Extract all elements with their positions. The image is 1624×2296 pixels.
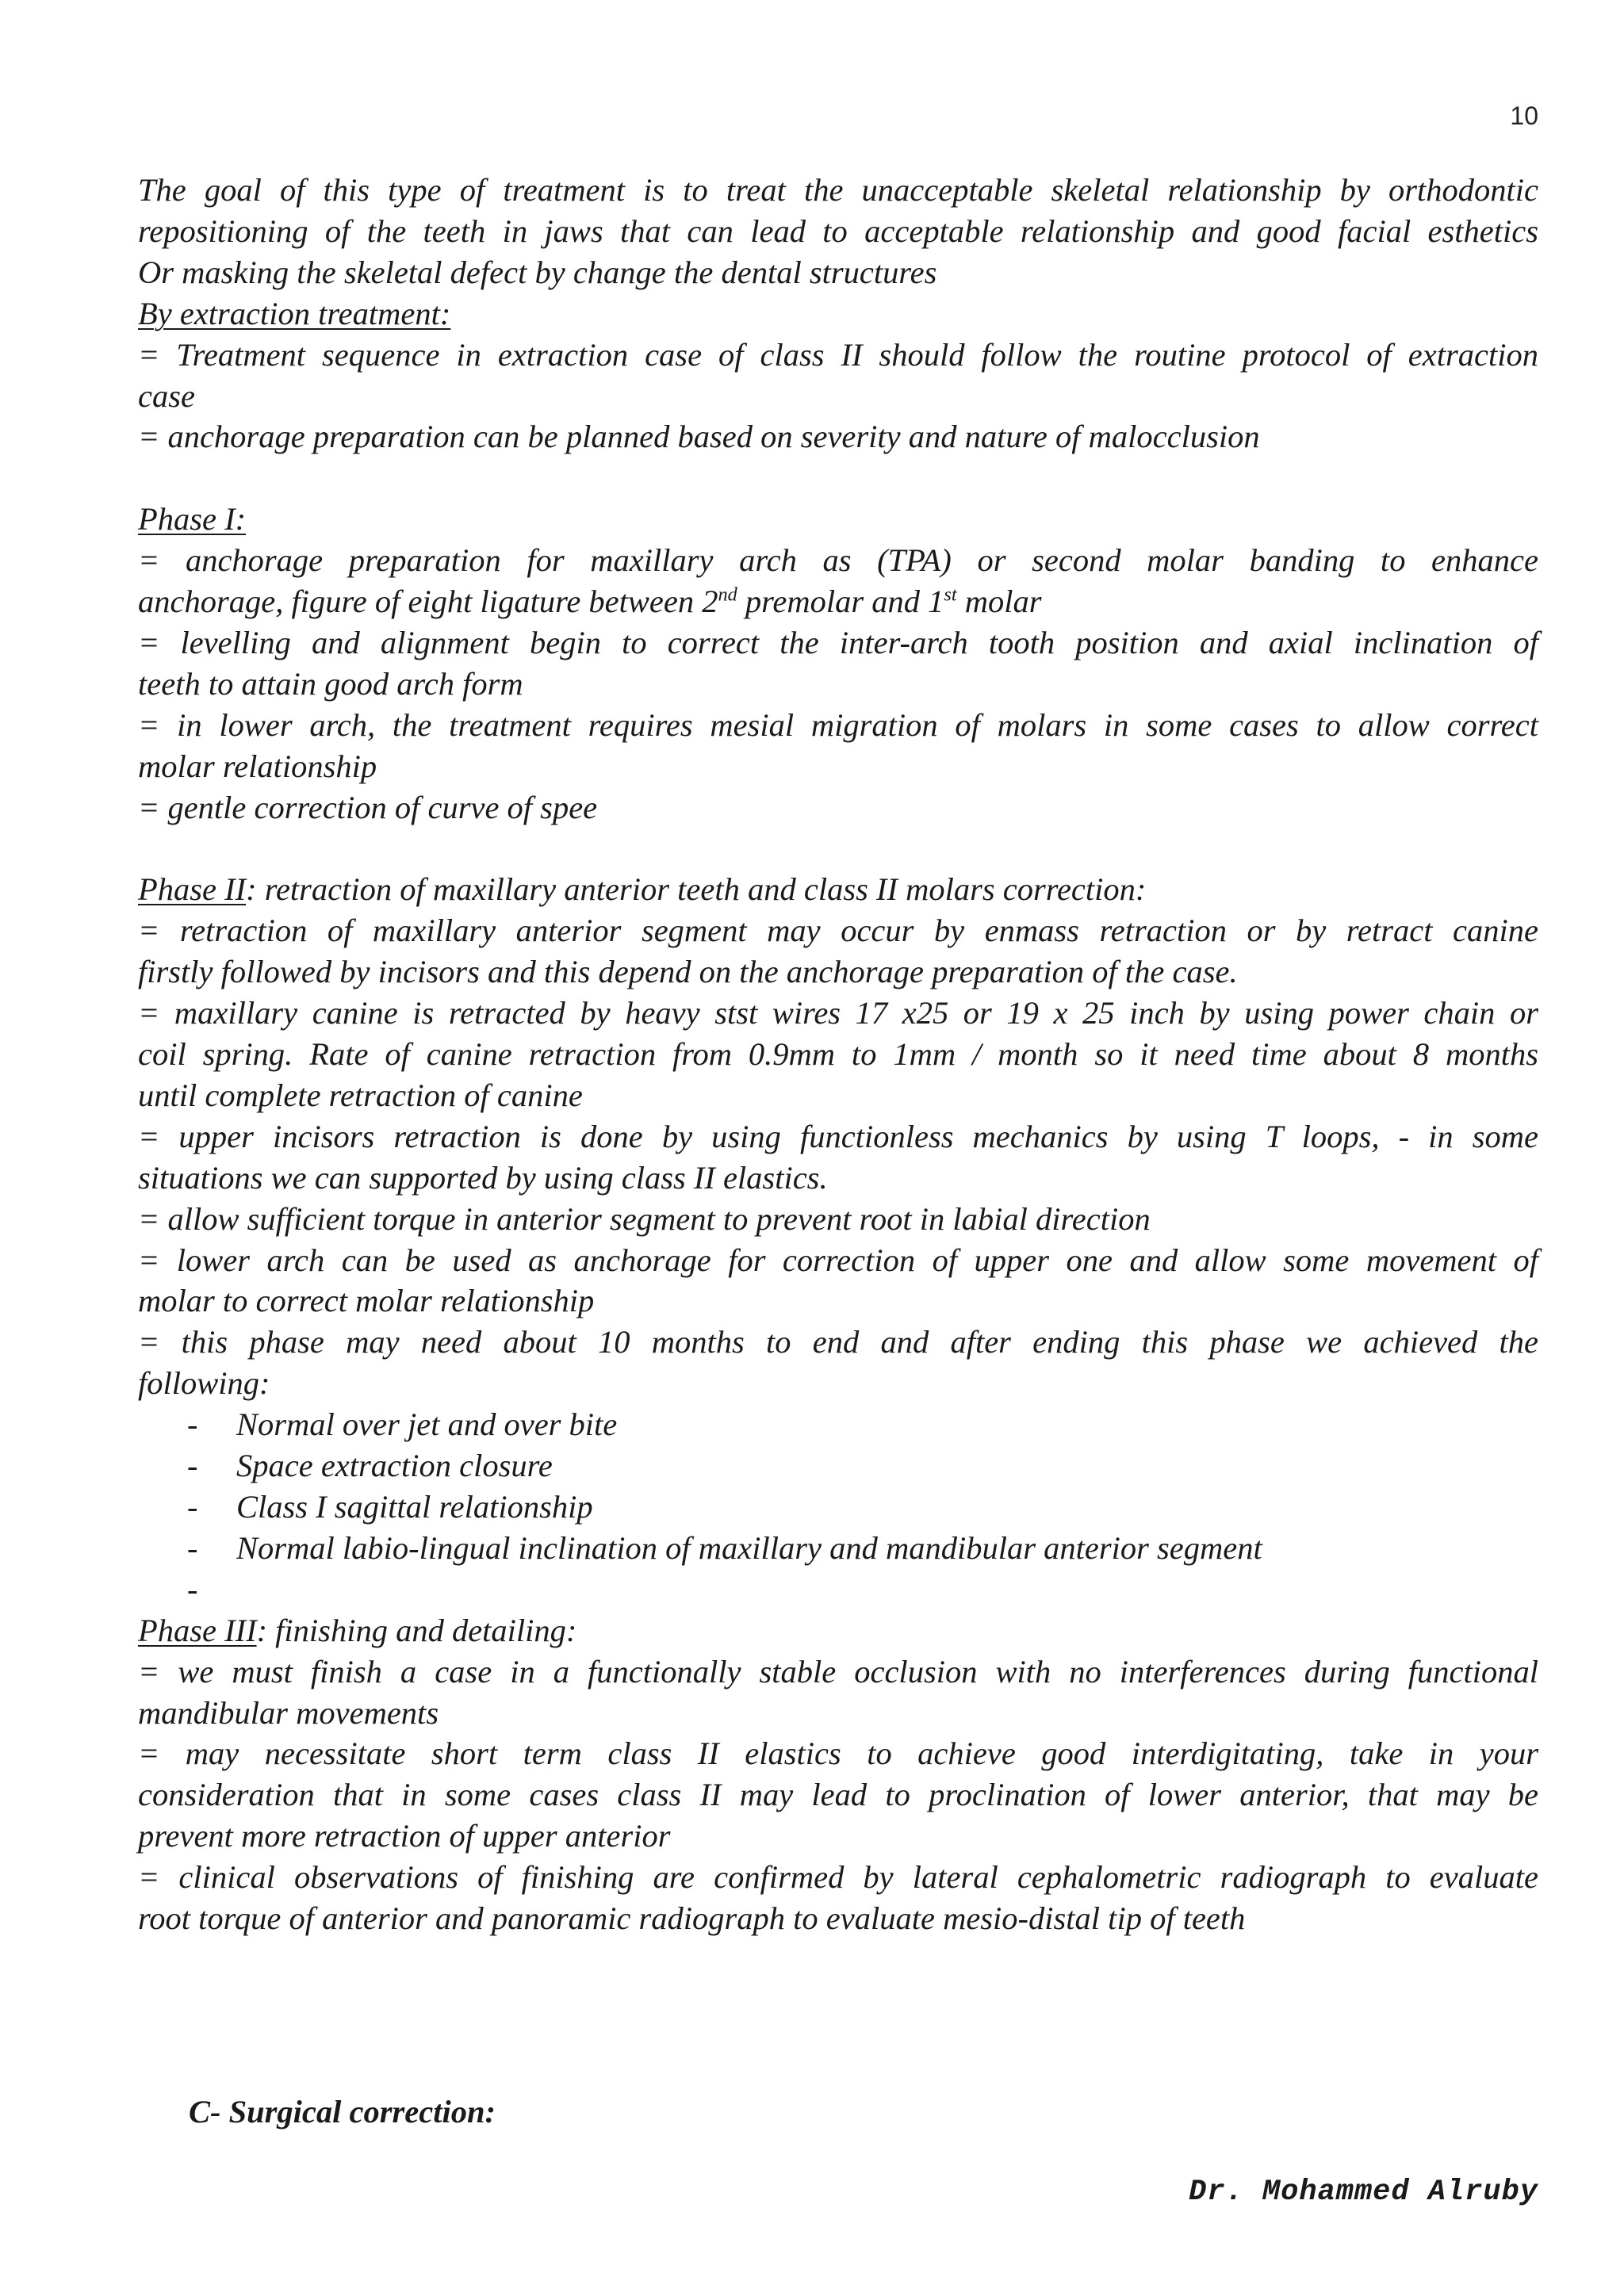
text-line: coil spring. Rate of canine retraction from 0.9mm to 1mm / month so it need time about 8 months	[138, 1036, 1538, 1072]
text-line: = anchorage preparation for maxillary arch as (TPA) or second molar banding to enhance	[138, 542, 1538, 579]
text-line: consideration that in some cases class II may lead to proclination of lower anterior, that may be	[138, 1777, 1538, 1813]
phase-1-heading: Phase I:	[138, 501, 247, 538]
text-line: = anchorage preparation can be planned based on severity and nature of malocclusion	[138, 419, 1260, 455]
text-line: = in lower arch, the treatment requires mesial migration of molars in some cases to allow correct	[138, 706, 1538, 743]
text-line: teeth to attain good arch form	[138, 665, 523, 702]
text-line: situations we can supported by using class II elastics.	[138, 1159, 828, 1196]
list-item: - Class I sagittal relationship	[187, 1488, 593, 1525]
section-c-heading: C- Surgical correction:	[189, 2094, 496, 2130]
extraction-heading: By extraction treatment:	[138, 295, 451, 331]
text-line: = retraction of maxillary anterior segment may occur by enmass retraction or by retract canine	[138, 913, 1538, 949]
footer-author: Dr. Mohammed Alruby	[1189, 2175, 1538, 2209]
text-line: = this phase may need about 10 months to end and after ending this phase we achieved the	[138, 1324, 1538, 1360]
text-line: prevent more retraction of upper anterior	[138, 1818, 671, 1854]
text-line: = may necessitate short term class II elastics to achieve good interdigitating, take in your	[138, 1735, 1538, 1772]
text-line: The goal of this type of treatment is to treat the unacceptable skeletal relationship by orthodontic	[138, 172, 1538, 208]
text-line: Or masking the skeletal defect by change the dental structures	[138, 254, 937, 290]
list-item: - Space extraction closure	[187, 1448, 553, 1484]
text-line: = upper incisors retraction is done by using functionless mechanics by using T loops, - in some	[138, 1118, 1538, 1154]
text-line: = lower arch can be used as anchorage for correction of upper one and allow some movement of	[138, 1242, 1538, 1278]
document-body	[138, 170, 1538, 1939]
page-number: 10	[1510, 101, 1538, 130]
list-item: - Normal over jet and over bite	[187, 1406, 618, 1443]
list-item: -	[187, 1571, 198, 1607]
phase-2-heading: Phase II: retraction of maxillary anterior teeth and class II molars correction:	[138, 871, 1147, 908]
text-line: root torque of anterior and panoramic radiograph to evaluate mesio-distal tip of teeth	[138, 1900, 1246, 1937]
text-line: mandibular movements	[138, 1694, 439, 1731]
text-line: firstly followed by incisors and this depend on the anchorage preparation of the case.	[138, 954, 1238, 990]
phase-3-heading: Phase III: finishing and detailing:	[138, 1612, 577, 1648]
text-line: following:	[138, 1365, 270, 1402]
text-line: until complete retraction of canine	[138, 1077, 583, 1113]
text-line: case	[138, 377, 195, 414]
text-line: anchorage, figure of eight ligature between 2nd premolar and 1st molar	[138, 584, 1042, 620]
text-line: = we must finish a case in a functionally stable occlusion with no interferences during functional	[138, 1653, 1538, 1689]
text-line: = allow sufficient torque in anterior segment to prevent root in labial direction	[138, 1200, 1151, 1237]
text-line: = gentle correction of curve of spee	[138, 789, 598, 825]
text-line: = maxillary canine is retracted by heavy stst wires 17 x25 or 19 x 25 inch by using power chain or	[138, 995, 1538, 1031]
text-line: = Treatment sequence in extraction case of class II should follow the routine protocol of extraction	[138, 336, 1538, 373]
text-line: repositioning of the teeth in jaws that can lead to acceptable relationship and good facial esthetics	[138, 212, 1538, 249]
text-line: = levelling and alignment begin to correct the inter-arch tooth position and axial inclination of	[138, 624, 1538, 660]
text-line: molar to correct molar relationship	[138, 1283, 595, 1319]
list-item: - Normal labio-lingual inclination of maxillary and mandibular anterior segment	[187, 1529, 1262, 1566]
text-line: molar relationship	[138, 748, 377, 784]
text-line: = clinical observations of finishing are confirmed by lateral cephalometric radiograph to evaluate	[138, 1859, 1538, 1896]
